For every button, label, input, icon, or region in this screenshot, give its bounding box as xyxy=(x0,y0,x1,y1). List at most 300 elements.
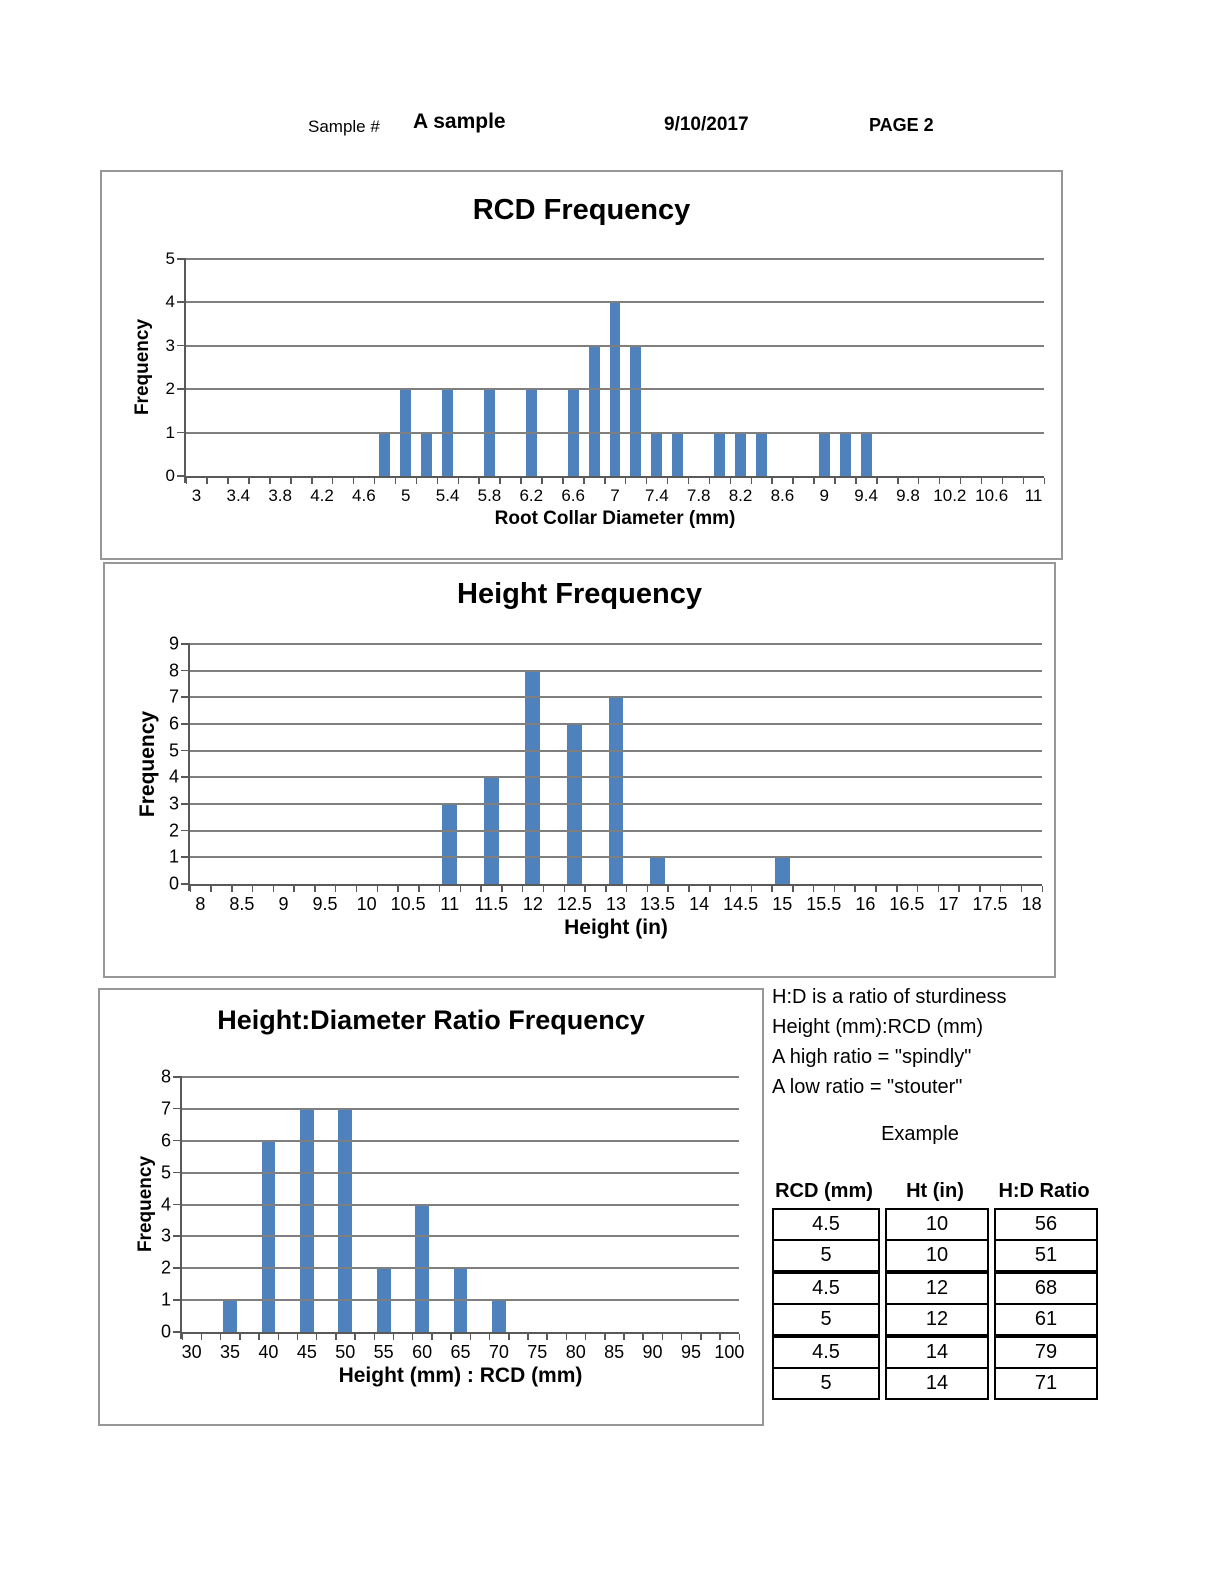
report-date: 9/10/2017 xyxy=(664,114,749,135)
y-tick-label: 3 xyxy=(165,335,175,355)
x-tick-mark xyxy=(751,886,753,892)
y-tick-label: 0 xyxy=(168,873,179,894)
x-tick-mark xyxy=(730,886,732,892)
x-tick-label: 5.8 xyxy=(477,486,502,505)
x-tick-mark xyxy=(771,886,773,892)
x-tick-mark xyxy=(356,886,358,892)
x-tick-label: 13.5 xyxy=(640,894,676,914)
note-line: A low ratio = "stouter" xyxy=(772,1076,963,1098)
example-table-cell: 14 xyxy=(887,1367,987,1398)
y-tick-label: 8 xyxy=(160,1066,171,1087)
x-tick-mark xyxy=(231,886,233,892)
y-tick-label: 1 xyxy=(160,1289,171,1310)
x-tick-mark xyxy=(709,886,711,892)
y-tick-label: 2 xyxy=(168,820,179,841)
x-tick-mark xyxy=(206,478,208,484)
y-tick-label: 9 xyxy=(168,633,179,654)
x-tick-label: 11 xyxy=(440,894,460,914)
y-tick-mark xyxy=(177,432,184,434)
table-column-cells xyxy=(885,1208,989,1400)
x-tick-mark xyxy=(813,886,815,892)
page-number: PAGE 2 xyxy=(869,115,934,135)
column-header: RCD (mm) xyxy=(775,1180,873,1202)
x-tick-mark xyxy=(1021,886,1023,892)
x-tick-label: 10.5 xyxy=(390,894,426,914)
x-tick-mark xyxy=(719,1334,721,1340)
x-tick-label: 6.6 xyxy=(561,486,585,505)
gridline xyxy=(190,750,1042,752)
y-axis-title: Frequency xyxy=(132,318,153,416)
x-tick-label: 14 xyxy=(689,894,710,914)
gridline xyxy=(186,432,1044,434)
x-tick-label: 75 xyxy=(527,1342,548,1362)
table-column-rcd xyxy=(772,1178,880,1400)
x-tick-label: 8.5 xyxy=(229,894,255,914)
y-tick-label: 6 xyxy=(160,1130,171,1151)
x-tick-mark xyxy=(520,478,522,484)
column-header: H:D Ratio xyxy=(998,1180,1090,1202)
y-axis-line xyxy=(184,258,186,483)
x-axis-title: Height (in) xyxy=(564,916,668,939)
gridline xyxy=(182,1235,739,1237)
y-tick-mark xyxy=(173,1108,180,1110)
bar xyxy=(442,804,457,884)
gridline xyxy=(182,1204,739,1206)
y-tick-label: 8 xyxy=(168,660,179,681)
x-tick-mark xyxy=(739,1334,741,1340)
x-tick-label: 13 xyxy=(605,894,627,914)
x-axis-line xyxy=(184,476,1044,478)
x-tick-mark xyxy=(897,478,899,484)
y-tick-label: 1 xyxy=(168,846,179,867)
x-tick-mark xyxy=(939,478,941,484)
x-tick-mark xyxy=(252,886,254,892)
y-tick-label: 4 xyxy=(160,1194,171,1214)
example-table-cell: 5 xyxy=(774,1367,878,1398)
x-tick-label: 12.5 xyxy=(556,894,592,914)
y-tick-label: 3 xyxy=(168,793,179,814)
rcd-frequency-chart xyxy=(100,170,1063,560)
sample-number-label: Sample # xyxy=(308,117,380,136)
y-tick-label: 4 xyxy=(168,766,179,787)
x-tick-mark xyxy=(626,886,628,892)
x-tick-mark xyxy=(210,886,212,892)
x-tick-mark xyxy=(527,1334,529,1340)
x-tick-mark xyxy=(374,1334,376,1340)
x-tick-label: 55 xyxy=(373,1342,394,1362)
table-column-ratio xyxy=(994,1178,1098,1400)
gridline xyxy=(190,723,1042,725)
y-tick-label: 5 xyxy=(160,1162,171,1183)
x-tick-mark xyxy=(647,886,649,892)
x-tick-mark xyxy=(681,1334,683,1340)
bar xyxy=(223,1300,237,1332)
y-tick-mark xyxy=(173,1204,180,1206)
x-tick-label: 7 xyxy=(610,486,620,505)
x-tick-label: 8.6 xyxy=(770,486,795,505)
x-tick-label: 65 xyxy=(450,1342,471,1362)
x-tick-label: 10 xyxy=(356,894,377,914)
x-tick-mark xyxy=(918,478,920,484)
example-table-cell: 61 xyxy=(996,1303,1096,1334)
x-tick-mark xyxy=(855,478,857,484)
x-tick-label: 30 xyxy=(181,1342,202,1362)
bar xyxy=(775,857,790,884)
x-tick-mark xyxy=(290,478,292,484)
bar xyxy=(421,433,432,476)
x-tick-label: 100 xyxy=(714,1342,745,1362)
example-table-cell: 14 xyxy=(887,1334,987,1367)
x-tick-label: 10.6 xyxy=(975,486,1009,505)
x-tick-mark xyxy=(896,886,898,892)
y-tick-mark xyxy=(173,1267,180,1269)
x-tick-mark xyxy=(501,886,503,892)
bar xyxy=(861,433,872,476)
y-tick-label: 6 xyxy=(168,713,179,734)
y-tick-mark xyxy=(173,1140,180,1142)
x-tick-label: 10.2 xyxy=(933,486,967,505)
height-frequency-chart xyxy=(103,562,1056,978)
x-tick-mark xyxy=(1000,886,1002,892)
x-tick-label: 5 xyxy=(400,486,411,505)
bar xyxy=(756,433,767,476)
x-tick-mark xyxy=(623,1334,625,1340)
x-tick-mark xyxy=(584,886,586,892)
gridline xyxy=(182,1299,739,1301)
x-tick-label: 15.5 xyxy=(806,894,842,914)
bar xyxy=(819,433,830,476)
x-tick-label: 9.8 xyxy=(896,486,920,505)
x-tick-mark xyxy=(377,886,379,892)
y-tick-mark xyxy=(177,301,184,303)
x-tick-mark xyxy=(311,478,313,484)
x-tick-mark xyxy=(979,886,981,892)
example-table-cell: 56 xyxy=(1034,1213,1058,1235)
y-tick-mark xyxy=(173,1172,180,1174)
plot-area xyxy=(165,249,1044,505)
y-tick-mark xyxy=(173,1235,180,1237)
example-table-cell: 10 xyxy=(925,1213,949,1235)
chart-title: Height:Diameter Ratio Frequency xyxy=(217,1005,645,1035)
x-tick-mark xyxy=(688,886,690,892)
x-tick-mark xyxy=(813,478,815,484)
bar xyxy=(650,857,665,884)
gridline xyxy=(190,670,1042,672)
example-table-cell: 71 xyxy=(996,1367,1096,1398)
gridline xyxy=(186,258,1044,260)
y-tick-label: 2 xyxy=(160,1257,171,1278)
x-tick-label: 80 xyxy=(565,1342,586,1362)
bar xyxy=(672,433,683,476)
x-tick-mark xyxy=(470,1334,472,1340)
bar xyxy=(714,433,725,476)
x-tick-mark xyxy=(585,1334,587,1340)
example-table-cell: 79 xyxy=(996,1334,1096,1367)
example-table-cell: 4.5 xyxy=(774,1334,878,1367)
x-tick-mark xyxy=(418,886,420,892)
x-tick-mark xyxy=(543,886,545,892)
y-tick-mark xyxy=(181,883,188,885)
example-table-cell: 68 xyxy=(996,1270,1096,1303)
x-tick-mark xyxy=(1044,478,1046,484)
y-axis-title: Frequency xyxy=(135,1155,156,1253)
x-tick-mark xyxy=(771,478,773,484)
x-tick-mark xyxy=(293,886,295,892)
example-table-cell: 12 xyxy=(887,1270,987,1303)
x-tick-mark xyxy=(566,1334,568,1340)
y-tick-mark xyxy=(177,258,184,260)
x-tick-label: 6.2 xyxy=(519,486,544,505)
x-tick-label: 40 xyxy=(258,1342,279,1362)
x-tick-label: 9 xyxy=(819,486,829,505)
x-axis-title: Root Collar Diameter (mm) xyxy=(494,508,736,529)
x-tick-mark xyxy=(220,1334,222,1340)
x-tick-mark xyxy=(397,886,399,892)
x-axis-line xyxy=(180,1332,739,1334)
x-tick-label: 95 xyxy=(680,1342,701,1362)
x-tick-mark xyxy=(480,886,482,892)
x-tick-mark xyxy=(1002,478,1004,484)
y-tick-mark xyxy=(173,1076,180,1078)
y-tick-mark xyxy=(181,856,188,858)
x-tick-mark xyxy=(541,478,543,484)
table-column-cells xyxy=(994,1208,1098,1400)
x-tick-mark xyxy=(605,886,607,892)
gridline xyxy=(182,1172,739,1174)
x-tick-label: 9.4 xyxy=(854,486,878,505)
x-tick-label: 70 xyxy=(488,1342,509,1362)
x-tick-mark xyxy=(958,886,960,892)
x-tick-label: 15 xyxy=(772,894,793,914)
x-tick-mark xyxy=(562,478,564,484)
plot-area xyxy=(160,1066,745,1362)
x-tick-mark xyxy=(239,1334,241,1340)
x-tick-label: 18 xyxy=(1021,894,1042,914)
example-table-cell: 12 xyxy=(887,1303,987,1334)
gridline xyxy=(182,1267,739,1269)
x-tick-label: 11.5 xyxy=(474,894,509,914)
y-tick-label: 0 xyxy=(160,1321,171,1342)
example-table-cell: 4.5 xyxy=(812,1213,840,1235)
x-tick-label: 14.5 xyxy=(723,894,759,914)
x-tick-label: 7.4 xyxy=(645,486,669,505)
x-tick-mark xyxy=(564,886,566,892)
y-tick-label: 2 xyxy=(165,379,175,399)
x-tick-mark xyxy=(667,886,669,892)
x-tick-mark xyxy=(834,478,836,484)
x-tick-mark xyxy=(662,1334,664,1340)
x-tick-mark xyxy=(227,478,229,484)
x-tick-mark xyxy=(278,1334,280,1340)
x-tick-mark xyxy=(258,1334,260,1340)
y-tick-mark xyxy=(177,345,184,347)
gridline xyxy=(190,643,1042,645)
x-axis-title: Height (mm) : RCD (mm) xyxy=(338,1364,583,1387)
note-line: Height (mm):RCD (mm) xyxy=(772,1016,984,1038)
y-tick-label: 7 xyxy=(168,686,179,707)
chart-title: Height Frequency xyxy=(457,578,702,610)
x-tick-mark xyxy=(314,886,316,892)
x-tick-mark xyxy=(981,478,983,484)
x-tick-mark xyxy=(478,478,480,484)
x-tick-mark xyxy=(960,478,962,484)
gridline xyxy=(190,830,1042,832)
example-table-cell: 5 xyxy=(774,1303,878,1334)
x-tick-mark xyxy=(460,886,462,892)
x-tick-label: 3.4 xyxy=(226,486,251,505)
x-tick-mark xyxy=(273,886,275,892)
x-tick-mark xyxy=(667,478,669,484)
column-header: Ht (in) xyxy=(906,1180,964,1202)
x-tick-mark xyxy=(489,1334,491,1340)
x-tick-mark xyxy=(354,1334,356,1340)
x-tick-mark xyxy=(335,886,337,892)
note-line: A high ratio = "spindly" xyxy=(772,1046,972,1068)
x-tick-mark xyxy=(546,1334,548,1340)
x-tick-mark xyxy=(876,478,878,484)
x-tick-mark xyxy=(730,478,732,484)
x-tick-label: 3 xyxy=(191,486,202,505)
x-tick-mark xyxy=(792,478,794,484)
x-tick-label: 5.4 xyxy=(435,486,460,505)
gridline xyxy=(182,1108,739,1110)
x-tick-mark xyxy=(625,478,627,484)
x-tick-label: 85 xyxy=(604,1342,625,1362)
y-tick-mark xyxy=(181,723,188,725)
x-tick-mark xyxy=(604,1334,606,1340)
gridline xyxy=(190,803,1042,805)
x-tick-mark xyxy=(604,478,606,484)
y-tick-label: 5 xyxy=(165,249,175,268)
x-tick-label: 45 xyxy=(296,1342,317,1362)
example-table xyxy=(772,1178,1098,1400)
plot-area xyxy=(168,633,1042,914)
x-tick-mark xyxy=(269,478,271,484)
x-tick-label: 50 xyxy=(335,1342,356,1362)
x-tick-label: 16 xyxy=(855,894,876,914)
bar xyxy=(492,1300,506,1332)
y-tick-label: 4 xyxy=(165,292,175,312)
y-axis-line xyxy=(180,1076,182,1339)
x-tick-mark xyxy=(439,886,441,892)
x-tick-mark xyxy=(353,478,355,484)
note-line: H:D is a ratio of sturdiness xyxy=(772,986,1007,1008)
x-tick-label: 16.5 xyxy=(889,894,925,914)
x-tick-mark xyxy=(416,478,418,484)
x-tick-mark xyxy=(431,1334,433,1340)
bar xyxy=(651,433,662,476)
chart-title: RCD Frequency xyxy=(472,194,691,226)
bar xyxy=(840,433,851,476)
x-tick-mark xyxy=(201,1334,203,1340)
x-tick-mark xyxy=(1023,478,1025,484)
x-tick-mark xyxy=(1042,886,1044,892)
x-tick-mark xyxy=(854,886,856,892)
sample-name: A sample xyxy=(413,110,506,133)
bar xyxy=(630,346,641,476)
x-tick-mark xyxy=(875,886,877,892)
x-tick-mark xyxy=(374,478,376,484)
x-tick-label: 90 xyxy=(642,1342,663,1362)
x-tick-mark xyxy=(646,478,648,484)
example-table-cell: 10 xyxy=(887,1239,987,1270)
x-tick-label: 12 xyxy=(522,894,543,914)
y-tick-mark xyxy=(177,475,184,477)
y-tick-mark xyxy=(173,1299,180,1301)
x-tick-mark xyxy=(248,478,250,484)
x-tick-mark xyxy=(297,1334,299,1340)
y-tick-mark xyxy=(181,803,188,805)
x-tick-mark xyxy=(316,1334,318,1340)
example-label: Example xyxy=(881,1123,959,1145)
x-tick-mark xyxy=(450,1334,452,1340)
y-axis-title: Frequency xyxy=(136,710,159,818)
example-table-cell: 4.5 xyxy=(774,1270,878,1303)
x-tick-mark xyxy=(508,1334,510,1340)
y-tick-mark xyxy=(177,388,184,390)
x-tick-mark xyxy=(522,886,524,892)
gridline xyxy=(190,856,1042,858)
x-tick-label: 3.8 xyxy=(268,486,292,505)
example-table-cell: 5 xyxy=(774,1239,878,1270)
gridline xyxy=(186,388,1044,390)
y-tick-label: 5 xyxy=(168,740,179,761)
x-tick-label: 60 xyxy=(412,1342,433,1362)
y-tick-label: 7 xyxy=(160,1098,171,1119)
gridline xyxy=(182,1076,739,1078)
x-tick-mark xyxy=(938,886,940,892)
y-tick-mark xyxy=(181,830,188,832)
y-tick-label: 3 xyxy=(160,1225,171,1246)
x-tick-label: 9 xyxy=(278,894,289,914)
x-tick-label: 7.8 xyxy=(686,486,711,505)
x-tick-mark xyxy=(412,1334,414,1340)
x-tick-label: 4.2 xyxy=(310,486,334,505)
x-tick-mark xyxy=(437,478,439,484)
example-table-cell: 51 xyxy=(996,1239,1096,1270)
gridline xyxy=(190,696,1042,698)
x-tick-mark xyxy=(792,886,794,892)
x-tick-label: 9.5 xyxy=(312,894,338,914)
y-tick-mark xyxy=(173,1331,180,1333)
x-tick-mark xyxy=(393,1334,395,1340)
bar xyxy=(589,346,600,476)
x-tick-mark xyxy=(917,886,919,892)
gridline xyxy=(186,345,1044,347)
x-tick-mark xyxy=(458,478,460,484)
x-tick-label: 8.2 xyxy=(728,486,753,505)
y-tick-mark xyxy=(181,670,188,672)
x-tick-label: 8 xyxy=(195,894,206,914)
x-tick-mark xyxy=(499,478,501,484)
y-tick-label: 0 xyxy=(165,466,175,485)
x-tick-label: 35 xyxy=(220,1342,241,1362)
gridline xyxy=(182,1140,739,1142)
gridline xyxy=(186,301,1044,303)
x-tick-mark xyxy=(688,478,690,484)
table-column-cells xyxy=(772,1208,880,1400)
x-axis-line xyxy=(188,884,1042,886)
y-axis-line xyxy=(188,643,190,891)
gridline xyxy=(190,776,1042,778)
hd-ratio-frequency-chart xyxy=(98,988,764,1426)
x-tick-mark xyxy=(709,478,711,484)
x-tick-label: 11 xyxy=(1024,486,1043,505)
hd-notes-block xyxy=(772,982,1007,1102)
x-tick-mark xyxy=(642,1334,644,1340)
table-column-ht xyxy=(885,1178,989,1400)
y-tick-mark xyxy=(181,643,188,645)
